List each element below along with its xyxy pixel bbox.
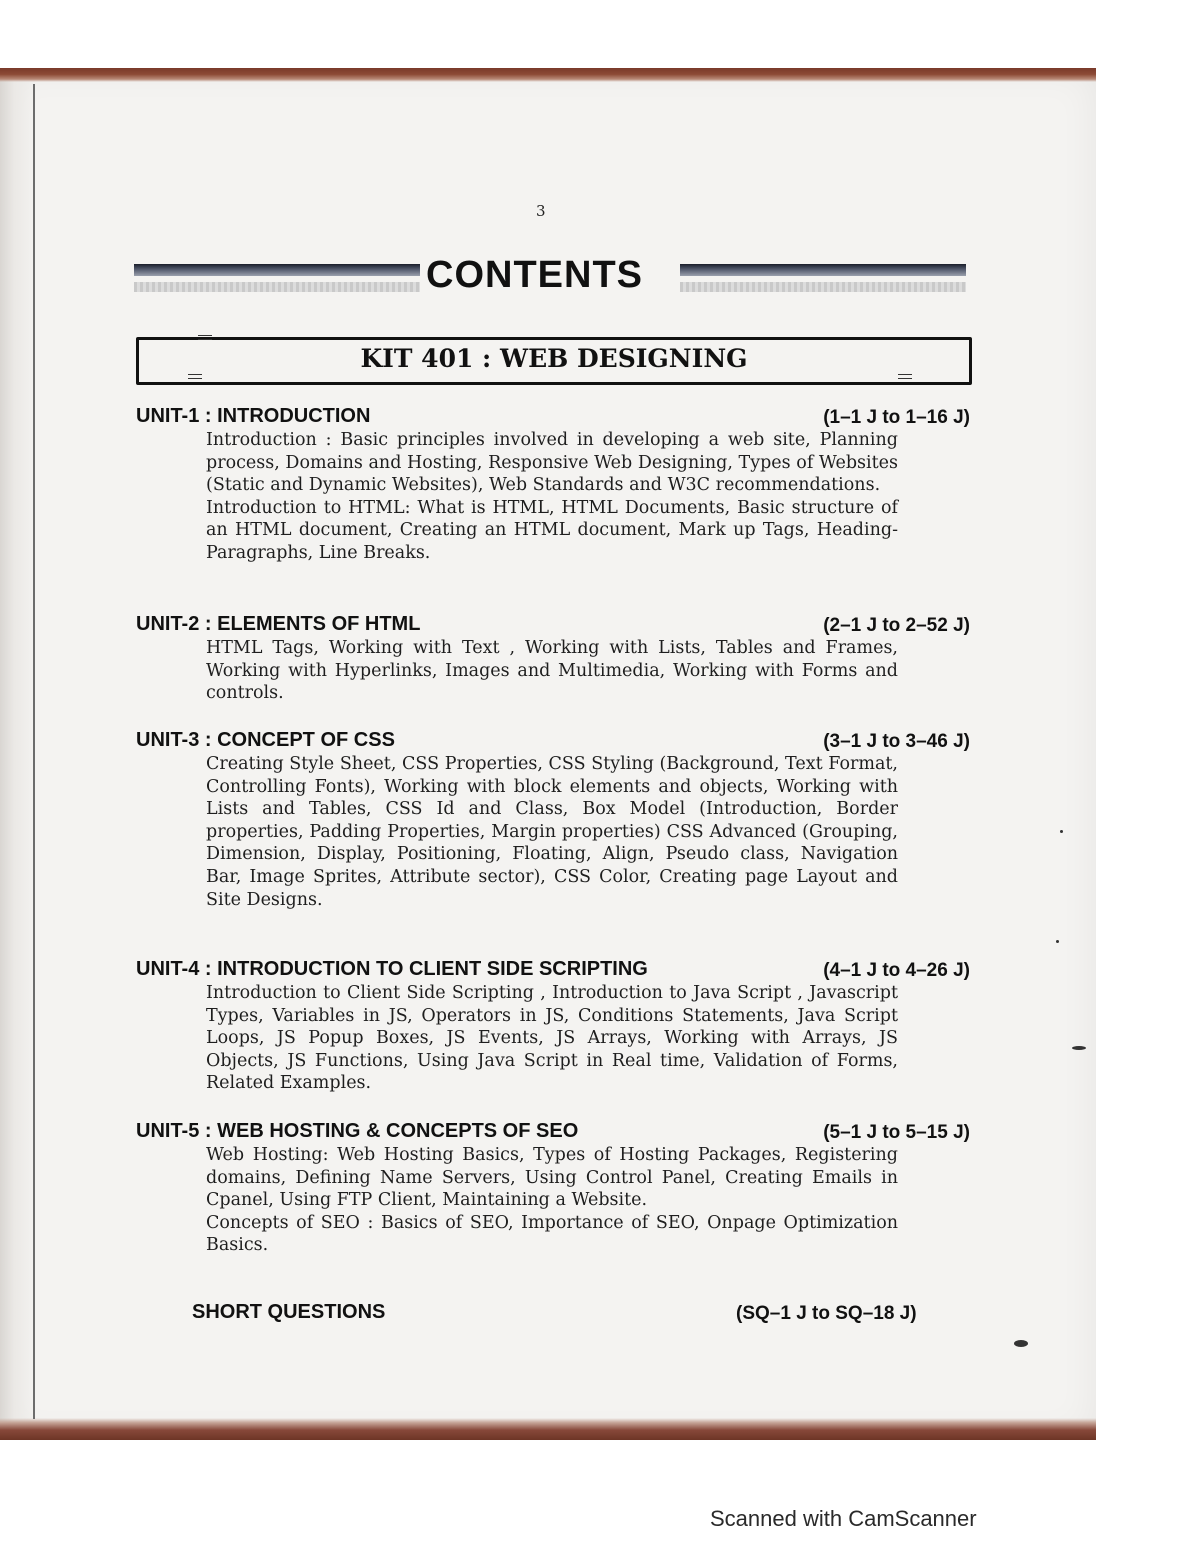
page-left-shadow bbox=[0, 68, 36, 1440]
banner-bar-left bbox=[134, 264, 420, 276]
unit-4-body bbox=[206, 982, 898, 1095]
short-questions-label: SHORT QUESTIONS bbox=[192, 1301, 386, 1323]
unit-3-paragraph: Creating Style Sheet, CSS Properties, CSS Styling (Background, Text Format, Controlling Fonts), Working with block elements and objects, Working with Lists and Tables, CSS Id and Class, Box Model (Introduction, Border properties, Padding Properties, Margin properties) CSS Advanced (Grouping, Dimension, Display, Positioning, Floating, Align, Pseudo class, Navigation Bar, Image Sprites, Attribute sector), CSS Color, Creating page Layout and Site Designs. bbox=[206, 754, 898, 910]
banner-shade-right bbox=[680, 282, 966, 292]
unit-2-range: (2–1 J to 2–52 J) bbox=[823, 615, 970, 636]
unit-3-title: UNIT-3 : CONCEPT OF CSS bbox=[136, 729, 395, 751]
unit-4-range: (4–1 J to 4–26 J) bbox=[823, 960, 970, 981]
page-number: 3 bbox=[536, 202, 546, 220]
scan-speck bbox=[1056, 940, 1059, 943]
unit-4-paragraph: Introduction to Client Side Scripting , Introduction to Java Script , Javascript Types, Variables in JS, Operators in JS, Conditions Statements, Java Script Loops, JS Popup Boxes, JS Events, JS Arrays, Working with Arrays, JS Objects, JS Functions, Using Java Script in Real time, Validation of Forms, Related Examples. bbox=[206, 983, 898, 1094]
short-questions-range: (SQ–1 J to SQ–18 J) bbox=[736, 1303, 917, 1324]
page-top-edge bbox=[0, 68, 1096, 82]
scan-speck bbox=[1014, 1340, 1028, 1347]
unit-3-section bbox=[136, 729, 970, 911]
unit-5-body bbox=[206, 1144, 898, 1257]
unit-3-range: (3–1 J to 3–46 J) bbox=[823, 731, 970, 752]
page-spine-line bbox=[33, 84, 35, 1419]
unit-1-section bbox=[136, 405, 970, 565]
contents-heading: CONTENTS bbox=[426, 254, 643, 296]
subject-box bbox=[136, 337, 972, 385]
box-tick-mark bbox=[898, 374, 912, 379]
unit-2-body bbox=[206, 637, 898, 705]
scan-speck bbox=[1072, 1046, 1086, 1050]
unit-4-section bbox=[136, 958, 970, 1095]
unit-2-section bbox=[136, 613, 970, 705]
unit-5-title: UNIT-5 : WEB HOSTING & CONCEPTS OF SEO bbox=[136, 1120, 579, 1142]
unit-2-paragraph: HTML Tags, Working with Text , Working with Lists, Tables and Frames, Working with Hyperlinks, Images and Multimedia, Working with Forms and controls. bbox=[206, 638, 898, 704]
box-tick-mark bbox=[188, 374, 202, 379]
unit-5-section bbox=[136, 1120, 970, 1257]
page-bottom-edge bbox=[0, 1418, 1096, 1440]
scanner-watermark: Scanned with CamScanner bbox=[710, 1506, 977, 1531]
unit-3-body bbox=[206, 753, 898, 911]
subject-title: KIT 401 : WEB DESIGNING bbox=[360, 344, 748, 373]
unit-5-paragraph: Web Hosting: Web Hosting Basics, Types of Hosting Packages, Registering domains, Defining Name Servers, Using Control Panel, Creating Emails in Cpanel, Using FTP Client, Maintaining a Website. bbox=[206, 1145, 898, 1211]
box-tick-mark bbox=[198, 335, 212, 340]
unit-4-title: UNIT-4 : INTRODUCTION TO CLIENT SIDE SCRIPTING bbox=[136, 958, 648, 980]
scan-speck bbox=[1060, 830, 1063, 833]
unit-2-title: UNIT-2 : ELEMENTS OF HTML bbox=[136, 613, 421, 635]
unit-1-title: UNIT-1 : INTRODUCTION bbox=[136, 405, 371, 427]
unit-5-range: (5–1 J to 5–15 J) bbox=[823, 1122, 970, 1143]
banner-bar-right bbox=[680, 264, 966, 276]
unit-1-paragraph: Introduction to HTML: What is HTML, HTML Documents, Basic structure of an HTML document, Creating an HTML document, Mark up Tags, Heading-Paragraphs, Line Breaks. bbox=[206, 497, 898, 563]
unit-1-paragraph: Introduction : Basic principles involved in developing a web site, Planning process, Domains and Hosting, Responsive Web Designing, Types of Websites (Static and Dynamic Websites), Web Standards and W3C recommendations. bbox=[206, 430, 898, 496]
unit-1-range: (1–1 J to 1–16 J) bbox=[823, 407, 970, 428]
banner-shade-left bbox=[134, 282, 420, 292]
unit-1-body bbox=[206, 429, 898, 565]
unit-5-paragraph: Concepts of SEO : Basics of SEO, Importance of SEO, Onpage Optimization Basics. bbox=[206, 1212, 898, 1256]
